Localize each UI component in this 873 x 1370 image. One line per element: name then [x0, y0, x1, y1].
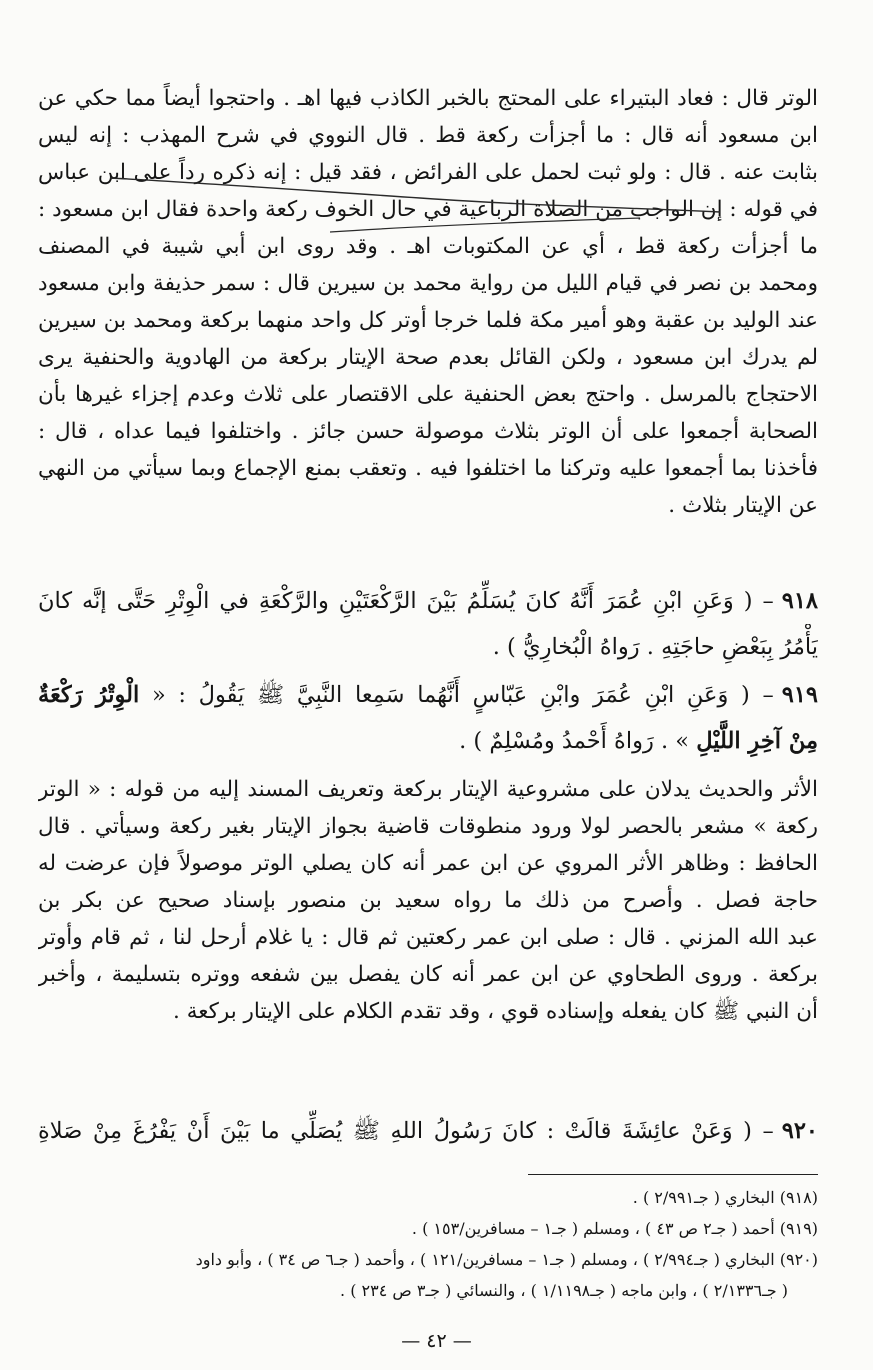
text-line: فأخذنا بما أجمعوا عليه وتركنا ما اختلفوا فيه . وتعقب بمنع الإجماع وبما سيأتي من النهي: [38, 456, 818, 481]
text-line: في قوله : إن الواجب من الصلاة الرباعية في حال الخوف ركعة واحدة فقال ابن مسعود :: [38, 197, 818, 222]
hadith-text: » . رَواهُ أَحْمدُ ومُسْلِمٌ ) .: [459, 728, 697, 754]
text-line: الحافظ : وظاهر الأثر المروي عن ابن عمر أنه كان يصلي الوتر موصولاً فإن عرضت له: [38, 851, 818, 876]
hadith-918: [38, 578, 818, 670]
page-number: — ٤٢ —: [401, 1330, 472, 1352]
text-line: عبد الله المزني . قال : صلى ابن عمر ركعتين ثم قال : يا غلام أرحل لنا ، ثم قام وأوتر: [38, 925, 818, 950]
text-line: بثابت عنه . قال : ولو ثبت لحمل على الفرائض ، فقد قيل : إنه ذكره رداً على ابن عباس: [38, 160, 818, 185]
text-line: ما أجزأت ركعة قط ، أي عن المكتوبات اهـ . وقد روى ابن أبي شيبة في المصنف: [38, 234, 818, 259]
prophetic-saying: مِنْ آخِرِ اللَّيْلِ: [696, 728, 818, 754]
hadith-text: – ( وَعَنِ ابْنِ عُمَرَ وابْنِ عَبّاسٍ أَنَّهُما سَمِعا النَّبِيَّ ﷺ يَقُولُ : «: [139, 682, 774, 708]
commentary-paragraph-2: [38, 771, 818, 1030]
hadith-919: [38, 672, 818, 764]
hadith-text: يَأْمُرُ بِبَعْضِ حاجَتِهِ . رَواهُ الْبُخارِيُّ ) .: [492, 634, 818, 660]
prophetic-saying: الْوِتْرُ رَكْعَةٌ: [38, 682, 140, 708]
text-line: عند الوليد بن عقبة وهو أمير مكة فلما خرجا أوتر كل واحد منهما بركعة ومحمد بن سيرين: [38, 308, 818, 333]
footnote-separator: [528, 1174, 818, 1175]
text-line: الصحابة أجمعوا على أن الوتر بثلاث موصولة حسن جائز . واختلفوا فيما عداه ، قال :: [38, 419, 818, 444]
text-line: ركعة » مشعر بالحصر لولا ورود منطوقات قاضية بجواز الإيتار بغير ركعة وسيأتي . قال: [38, 814, 818, 839]
footnote-920-continued: ( جـ٢/١٣٣٦ ) ، وابن ماجه ( جـ١/١١٩٨ ) ، والنسائي ( جـ٣ ص ٢٣٤ ) .: [340, 1281, 788, 1300]
text-line: ابن مسعود أنه قال : ما أجزأت ركعة قط . قال النووي في شرح المهذب : إنه ليس: [38, 123, 818, 148]
text-line: بركعة . وروى الطحاوي عن ابن عمر أنه كان يفصل بين شفعه ووتره بتسليمة ، وأخبر: [38, 962, 818, 987]
text-line: ومحمد بن نصر في قيام الليل من رواية محمد بن سيرين قال : سمر حذيفة وابن مسعود: [38, 271, 818, 296]
text-line: الاحتجاج بالمرسل . واحتج بعض الحنفية على الاقتصار على ثلاث وعدم إجزاء غيرها بأن: [38, 382, 818, 407]
hadith-number: ٩١٨: [781, 588, 818, 614]
footnote-919: (٩١٩) أحمد ( جـ٢ ص ٤٣ ) ، ومسلم ( جـ١ – مسافرين/١٥٣ ) .: [411, 1219, 818, 1238]
text-line: حاجة فصل . وأصرح من ذلك ما رواه سعيد بن منصور بإسناد صحيح عن بكر بن: [38, 888, 818, 913]
footnote-920: (٩٢٠) البخاري ( جـ٢/٩٩٤ ) ، ومسلم ( جـ١ – مسافرين/١٢١ ) ، وأحمد ( جـ٦ ص ٣٤ ) ، وأبو داود: [195, 1250, 818, 1269]
text-line: الوتر قال : فعاد البتيراء على المحتج بالخبر الكاذب فيها اهـ . واحتجوا أيضاً مما حكي عن: [38, 86, 818, 111]
commentary-paragraph-1: [38, 80, 818, 524]
footnote-918: (٩١٨) البخاري ( جـ٢/٩٩١ ) .: [632, 1188, 818, 1207]
text-line: أن النبي ﷺ كان يفعله وإسناده قوي ، وقد تقدم الكلام على الإيتار بركعة .: [173, 999, 818, 1024]
hadith-text: – ( وَعَنِ ابْنِ عُمَرَ أَنَّهُ كانَ يُسَلِّمُ بَيْنَ الرَّكْعَتَيْنِ والرَّكْعَةِ في الْوِتْرِ حَتَّى إنَّه كانَ: [38, 588, 774, 614]
text-line: الأثر والحديث يدلان على مشروعية الإيتار بركعة وتعريف المسند إليه من قوله : « الوتر: [38, 777, 818, 802]
hadith-number: ٩٢٠: [781, 1118, 818, 1144]
text-line: لم يدرك ابن مسعود ، ولكن القائل بعدم صحة الإيتار بركعة من الهادوية والحنفية يرى: [38, 345, 818, 370]
hadith-number: ٩١٩: [781, 682, 818, 708]
hadith-920: [38, 1108, 818, 1154]
text-line: عن الإيتار بثلاث .: [668, 493, 818, 518]
hadith-text: – ( وَعَنْ عائِشَةَ قالَتْ : كانَ رَسُولُ اللهِ ﷺ يُصَلِّي ما بَيْنَ أَنْ يَفْرُغَ مِنْ صَلاةِ: [38, 1118, 774, 1144]
